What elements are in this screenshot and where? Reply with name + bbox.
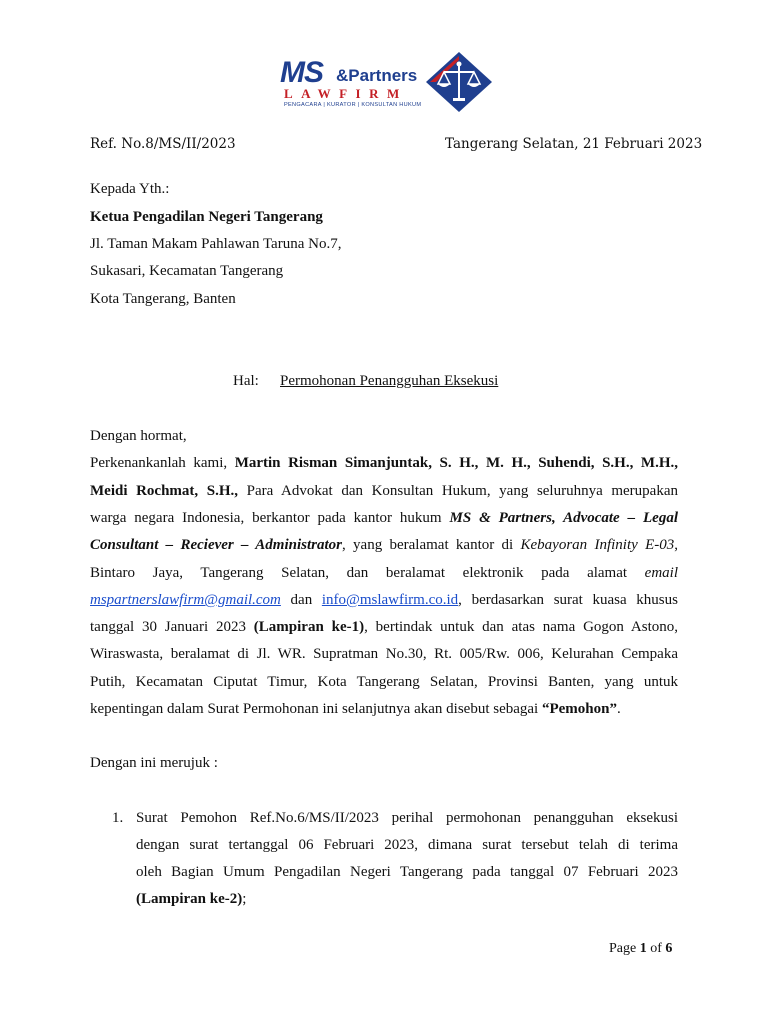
paragraph-line: warga negara Indonesia, berkantor pada kantor hukum MS & Partners, Advocate – Legal [90,510,678,526]
paragraph-line: Bintaro Jaya, Tangerang Selatan, dan beralamat elektronik pada alamat email [90,565,678,581]
list-item-line: Surat Pemohon Ref.No.6/MS/II/2023 perihal permohonan penangguhan eksekusi [136,810,678,826]
refer-intro: Dengan ini merujuk : [90,755,218,771]
paragraph-line: Putih, Kecamatan Ciputat Timur, Kota Tangerang Selatan, Provinsi Banten, yang untuk [90,674,678,690]
list-item-line: (Lampiran ke-2); [136,891,247,907]
paragraph-line: Wiraswasta, beralamat di Jl. WR. Supratman No.30, Rt. 005/Rw. 006, Kelurahan Cempaka [90,646,678,662]
email-link-gmail[interactable]: mspartnerslawfirm@gmail.com [90,592,281,608]
letter-date: Tangerang Selatan, 21 Februari 2023 [445,136,703,152]
logo-tagline: PENGACARA | KURATOR | KONSULTAN HUKUM [284,102,422,108]
subject-text: Permohonan Penangguhan Eksekusi [280,373,499,389]
firm-logo [278,50,494,114]
paragraph-line: Consultant – Reciever – Administrator, yang beralamat kantor di Kebayoran Infinity E-03, [90,537,678,553]
logo-lawfirm: LAWFIRM [284,86,408,101]
logo-partners: &Partners [336,66,418,85]
paragraph-line: Perkenankanlah kami, Martin Risman Simanjuntak, S. H., M. H., Suhendi, S.H., M.H., [90,455,678,471]
page-number: Page 1 of 6 [609,941,673,956]
recipient-name: Ketua Pengadilan Negeri Tangerang [90,209,323,225]
subject-label: Hal: [233,373,259,389]
recipient-address-1: Jl. Taman Makam Pahlawan Taruna No.7, [90,236,342,252]
paragraph-line: Meidi Rochmat, S.H., Para Advokat dan Konsultan Hukum, yang seluruhnya merupakan [90,483,678,499]
paragraph-line: kepentingan dalam Surat Permohonan ini selanjutnya akan disebut sebagai “Pemohon”. [90,701,621,717]
email-link-firm[interactable]: info@mslawfirm.co.id [321,592,459,608]
greeting: Dengan hormat, [90,428,187,444]
scales-of-justice-icon [424,50,494,114]
list-item-line: oleh Bagian Umum Pengadilan Negeri Tangerang pada tanggal 07 Februari 2023 [136,864,678,880]
list-item-line: dengan surat tertanggal 06 Februari 2023, dimana surat tersebut telah di terima [136,837,678,853]
recipient-address-2: Sukasari, Kecamatan Tangerang [90,263,284,279]
list-item-number: 1. [112,810,124,826]
paragraph-line: mspartnerslawfirm@gmail.com dan info@mslawfirm.co.id, berdasarkan surat kuasa khusus [90,592,678,608]
recipient-address-3: Kota Tangerang, Banten [90,291,236,307]
paragraph-line: tanggal 30 Januari 2023 (Lampiran ke-1), bertindak untuk dan atas nama Gogon Astono, [90,619,679,635]
reference-number: Ref. No.8/MS/II/2023 [90,136,236,152]
logo-ms: MS [280,56,323,89]
recipient-to: Kepada Yth.: [90,181,170,197]
